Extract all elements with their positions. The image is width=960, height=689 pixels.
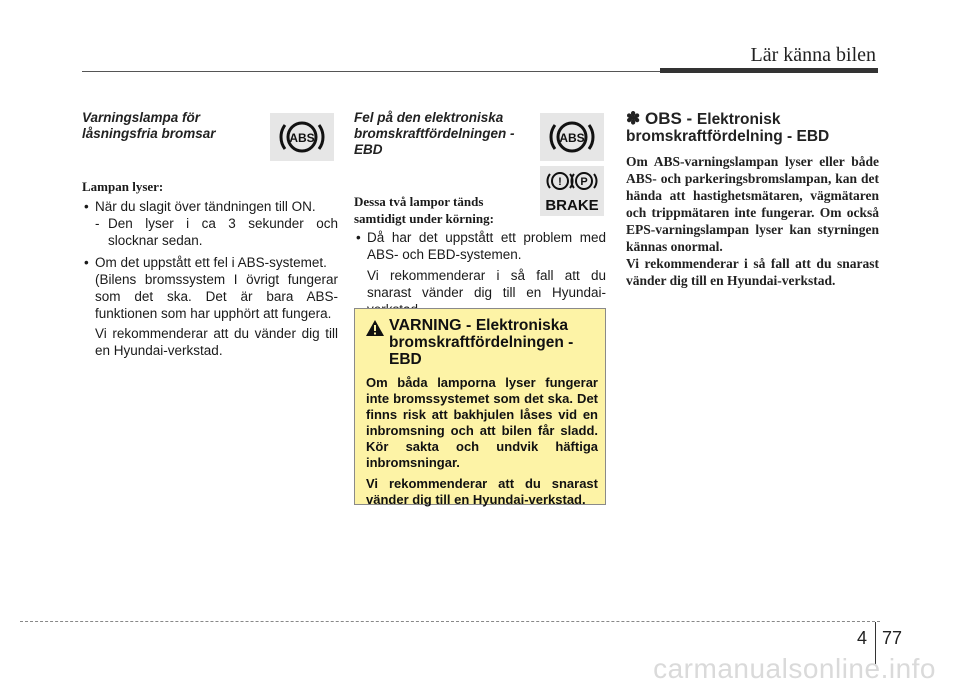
section-label: Lampan lyser: [82, 179, 164, 194]
obs-paragraph: Om ABS-varningslampan lyser eller både ABS- och parkeringsbromslampan, kan det hända att hastighetsmätaren, vägmätaren och trippmätaren inte fungerar. Om också EPS-varningslampan lyser kan styrningen kännas onormal. [626, 154, 879, 254]
warning-title-text: Elektroniska bromskraftfördelningen - EBD [389, 317, 574, 368]
list-item-text: Då har det uppstått ett problem med ABS- och EBD-systemen. [367, 230, 606, 262]
brake-warning-light-icon [540, 166, 604, 216]
sub-list-item-text: Den lyser i ca 3 sekunder och slocknar sedan. [108, 216, 338, 248]
list-item [354, 229, 606, 263]
abs-warning-light-icon [270, 113, 334, 161]
obs-title-text: Elektronisk bromskraftfördelning - EBD [626, 111, 830, 145]
section-title: Fel på den elektroniska bromskraftfördelningen - EBD [354, 110, 515, 157]
warning-body [366, 375, 598, 513]
recommendation-text: Vi rekommenderar i så fall att du snarast vänder dig till en Hyundai- [367, 268, 606, 300]
obs-title [626, 110, 879, 145]
watermark: carmanualsonline.info [653, 653, 936, 684]
warning-title [389, 317, 599, 368]
list-item-text: När du slagit över tändningen till ON. [95, 199, 316, 214]
warning-paragraph: Vi rekommenderar att du snarast vänder dig till en Hyundai-verkstad. [366, 476, 598, 507]
list-item [82, 254, 338, 271]
brake-symbol-parking: P [580, 176, 588, 188]
brake-symbol-exclamation: ! [558, 176, 562, 188]
section-title: Varningslampa för låsningsfria bromsar [82, 110, 216, 141]
warning-lead: VARNING - [389, 317, 476, 334]
section-label: Dessa två lampor tänds samtidigt under körning: [354, 194, 494, 226]
header-rule [82, 71, 662, 72]
obs-paragraph: Vi rekommenderar i så fall att du snarast vänder dig till en Hyundai-verkstad. [626, 256, 879, 288]
list-item-text: Om det uppstått ett fel i ABS-systemet. [95, 255, 327, 270]
chapter-number: 4 [857, 628, 868, 648]
warning-triangle-icon [365, 319, 385, 342]
page-number: 77 [882, 628, 903, 648]
dash-marker: - [95, 216, 100, 231]
list-item [82, 198, 338, 215]
brake-indicator-text: BRAKE [545, 197, 599, 214]
warning-paragraph: Om båda lamporna lyser fungerar inte bromssystemet som det ska. Det finns risk att bakhjulen låses vid en inbromsning och att bilen får sladd. Kör sakta och undvik häftiga inbromsningar. [366, 375, 598, 470]
header-title: Lär känna bilen [750, 44, 876, 66]
abs-indicator-text: ABS [559, 131, 585, 145]
header-rule-accent [660, 68, 878, 73]
warning-box [354, 308, 606, 505]
footer-rule [20, 621, 880, 623]
abs-indicator-text: ABS [289, 131, 315, 145]
sub-list-item [82, 215, 338, 249]
obs-section [626, 110, 879, 289]
abs-warning-light-icon [540, 113, 604, 161]
list-item-continuation: (Bilens bromssystem I övrigt fungerar som det ska. Det är bara ABS-funktionen som har upphört att fungera. [95, 272, 338, 321]
recommendation-text: Vi rekommenderar att du vänder dig till en Hyundai-verkstad. [95, 326, 338, 358]
obs-lead: ✽ OBS - [626, 109, 697, 128]
